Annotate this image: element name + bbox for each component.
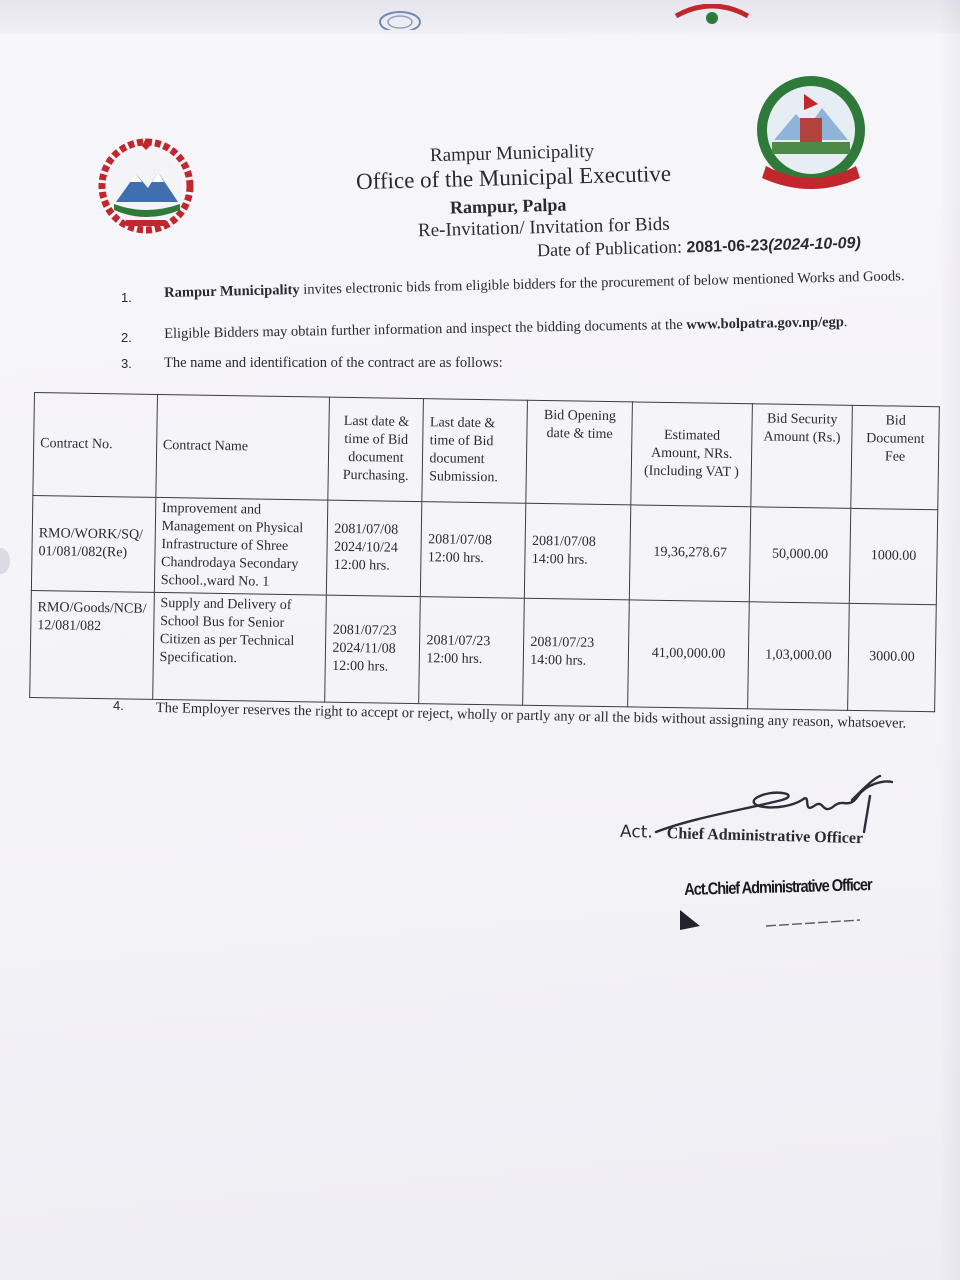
- header-contract-no: Contract No.: [33, 393, 157, 498]
- rampur-municipality-logo-icon: [748, 70, 874, 196]
- pub-label: Date of Publication:: [536, 236, 683, 261]
- item-number: 3.: [121, 356, 132, 371]
- header-location: Rampur, Palpa: [449, 194, 567, 218]
- contracts-table: [29, 392, 940, 704]
- table-row: [30, 590, 937, 711]
- pub-date: 2081-06-23: [686, 237, 769, 257]
- paragraph-3: The name and identification of the contract are as follows:: [164, 355, 503, 371]
- handwritten-act: Act.: [619, 821, 654, 843]
- cell-purchase-date: 2081/07/23 2024/11/08 12:00 hrs.: [325, 595, 421, 703]
- signatory-title: Chief Administrative Officer: [666, 825, 864, 848]
- header-org: Rampur Municipality: [429, 140, 595, 167]
- cell-estimated-amount: 41,00,000.00: [628, 600, 750, 709]
- cell-bid-security: 1,03,000.00: [748, 602, 850, 711]
- header-document-fee: Bid Document Fee: [851, 405, 940, 509]
- cell-contract-name: Improvement and Management on Physical Infrastructure of Shree Chandrodaya Secondary School.,ward No. 1: [154, 497, 328, 595]
- paragraph-2-end: .: [843, 314, 848, 331]
- table-row: [31, 495, 937, 604]
- paragraph-1-org: Rampur Municipality: [164, 281, 300, 301]
- table-header-row: [33, 393, 940, 510]
- pub-date-alt: (2024-10-09): [768, 234, 862, 255]
- paragraph-4: The Employer reserves the right to accept or reject, wholly or partly any or all the bids without assigning any reason, whatsoever.: [155, 700, 907, 732]
- top-emblem-fragment-icon: [672, 4, 752, 30]
- cell-contract-no: RMO/WORK/SQ/01/081/082(Re): [31, 495, 155, 592]
- item-number: 1.: [121, 290, 132, 305]
- header-contract-name: Contract Name: [156, 394, 330, 500]
- cell-document-fee: 1000.00: [849, 508, 937, 604]
- header-office: Office of the Municipal Executive: [355, 160, 672, 195]
- cell-submission-date: 2081/07/23 12:00 hrs.: [419, 597, 525, 706]
- cell-submission-date: 2081/07/08 12:00 hrs.: [421, 502, 526, 599]
- header-opening-date: Bid Opening date & time: [526, 400, 632, 505]
- bolpatra-link[interactable]: www.bolpatra.gov.np/egp: [686, 314, 845, 333]
- cell-contract-no: RMO/Goods/NCB/12/081/082: [30, 590, 154, 699]
- cell-estimated-amount: 19,36,278.67: [630, 505, 751, 602]
- cell-contract-name: Supply and Delivery of School Bus for Senior Citizen as per Technical Specification.: [152, 592, 326, 702]
- paper-shadow: [940, 0, 960, 1280]
- paragraph-1-text: invites electronic bids from eligible bidders for the procurement of below mentioned Works and Goods.: [299, 268, 905, 298]
- paragraph-2-text: Eligible Bidders may obtain further information and inspect the bidding documents at the: [164, 316, 687, 342]
- cell-document-fee: 3000.00: [848, 603, 937, 711]
- officer-stamp: Act.Chief Administrative Officer: [684, 875, 872, 899]
- header-bid-security: Bid Security Amount (Rs.): [751, 404, 853, 509]
- cell-opening-date: 2081/07/08 14:00 hrs.: [525, 503, 631, 600]
- cell-purchase-date: 2081/07/08 2024/10/24 12:00 hrs.: [327, 500, 422, 596]
- top-emblem-fragment-icon: [377, 4, 423, 30]
- cell-bid-security: 50,000.00: [749, 507, 850, 604]
- page-title: Re-Invitation/ Invitation for Bids: [417, 213, 670, 242]
- cell-opening-date: 2081/07/23 14:00 hrs.: [523, 598, 630, 707]
- header-purchase-date: Last date & time of Bid document Purchasing.: [328, 397, 424, 501]
- item-number: 2.: [121, 330, 132, 345]
- item-number: 4.: [113, 698, 124, 713]
- header-estimated-amount: Estimated Amount, NRs.(Including VAT ): [631, 402, 752, 507]
- top-fold: [0, 0, 960, 34]
- header-submission-date: Last date & time of Bid document Submission.: [422, 399, 528, 504]
- nepal-emblem-icon: [96, 136, 196, 236]
